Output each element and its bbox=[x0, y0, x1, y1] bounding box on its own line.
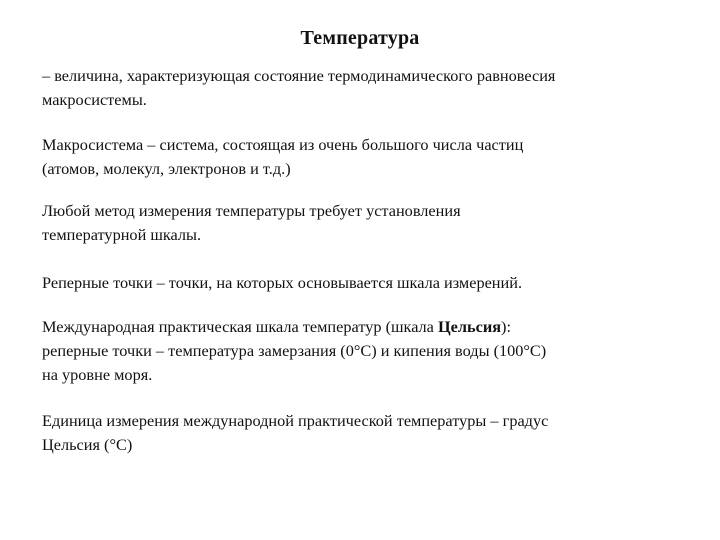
paragraph-definition bbox=[42, 64, 697, 112]
paragraph-line: Единица измерения международной практической температуры – градус bbox=[42, 411, 549, 430]
slide-title: Температура bbox=[300, 27, 420, 49]
paragraph-macrosystem bbox=[42, 133, 697, 181]
paragraph-line: реперные точки – температура замерзания (0°С) и кипения воды (100°С) bbox=[42, 341, 547, 360]
slide-body bbox=[42, 64, 697, 478]
paragraph-line: – величина, характеризующая состояние термодинамического равновесия bbox=[42, 66, 556, 85]
paragraph-celsius-scale bbox=[42, 315, 697, 387]
paragraph-line-suffix: ): bbox=[501, 317, 511, 336]
paragraph-line: температурной шкалы. bbox=[42, 225, 202, 244]
paragraph-line: на уровне моря. bbox=[42, 365, 153, 384]
paragraph-measurement bbox=[42, 199, 697, 247]
paragraph-line: макросистемы. bbox=[42, 90, 147, 109]
paragraph-line-prefix: Международная практическая шкала температур (шкала bbox=[42, 317, 438, 336]
paragraph-line: (атомов, молекул, электронов и т.д.) bbox=[42, 159, 291, 178]
paragraph-line: Реперные точки – точки, на которых основывается шкала измерений. bbox=[42, 273, 523, 292]
paragraph-line: Цельсия (°С) bbox=[42, 435, 133, 454]
paragraph-line: Макросистема – система, состоящая из очень большого числа частиц bbox=[42, 135, 524, 154]
paragraph-reference-points bbox=[42, 271, 697, 295]
paragraph-unit bbox=[42, 409, 697, 457]
celsius-bold-term: Цельсия bbox=[437, 317, 502, 336]
paragraph-line: Любой метод измерения температуры требует установления bbox=[42, 201, 461, 220]
